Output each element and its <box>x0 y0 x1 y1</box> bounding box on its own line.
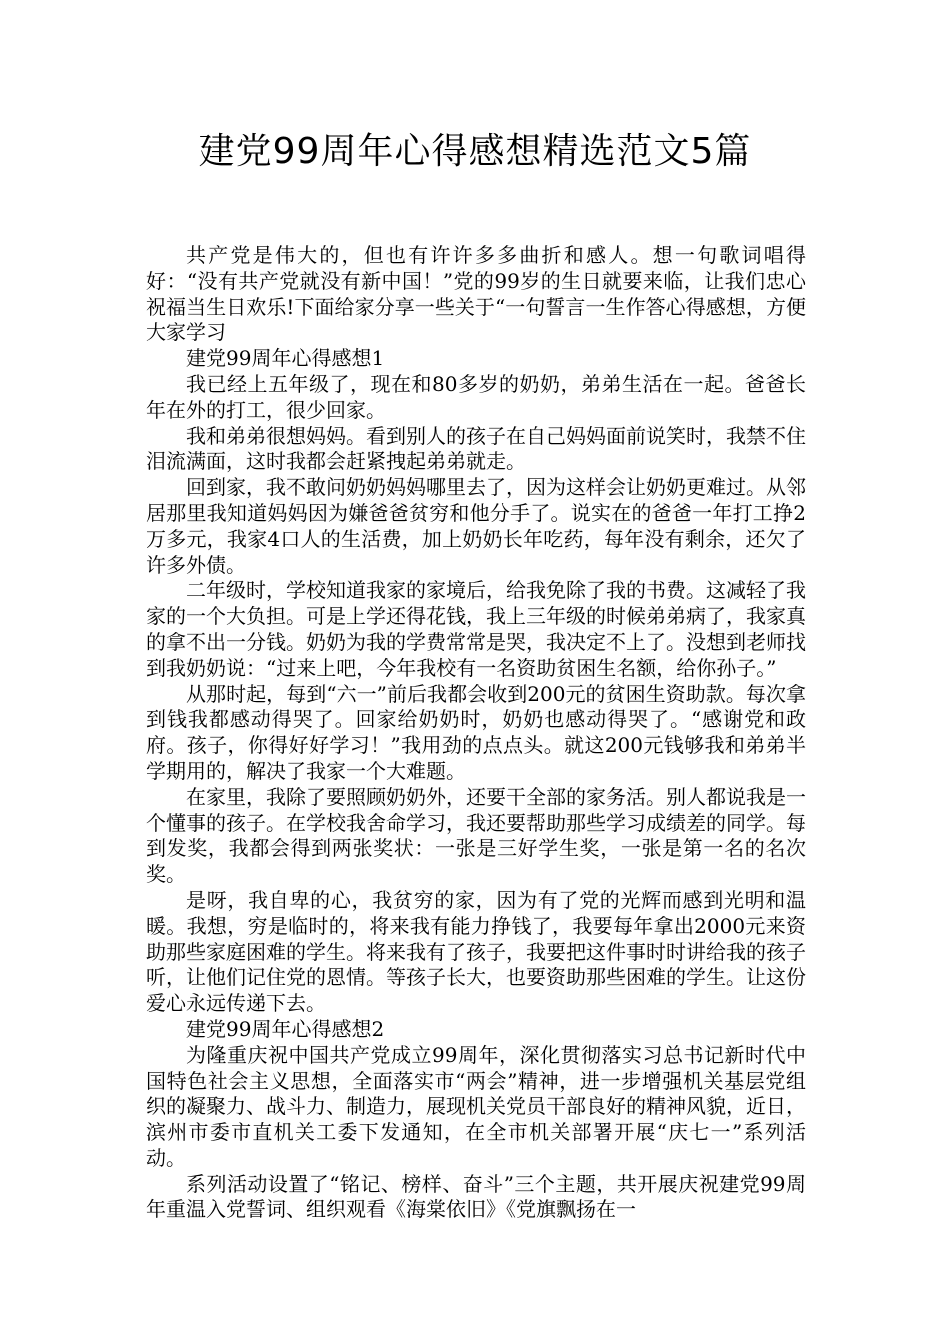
section-heading: 建党99周年心得感想2 <box>186 1016 385 1041</box>
body-paragraph: 是呀，我自卑的心，我贫穷的家，因为有了党的光辉而感到光明和温暖。我想，穷是临时的，将来我有能力挣钱了，我要每年拿出2000元来资助那些家庭困难的学生。将来我有了孩子，我要把这件事时时讲给我的孩子听，让他们记住党的恩情。等孩子长大，也要资助那些困难的学生。让这份爱心永远传递下去。 <box>146 887 806 1016</box>
document-title: 建党99周年心得感想精选范文5篇 <box>198 131 752 172</box>
body-paragraph: 回到家，我不敢问奶奶妈妈哪里去了，因为这样会让奶奶更难过。从邻居那里我知道妈妈因为嫌爸爸贫穷和他分手了。说实在的爸爸一年打工挣2万多元，我家4口人的生活费，加上奶奶长年吃药，每年没有剩余，还欠了许多外债。 <box>146 475 806 577</box>
body-paragraph: 从那时起，每到“六一”前后我都会收到200元的贫困生资助款。每次拿到钱我都感动得哭了。回家给奶奶时，奶奶也感动得哭了。“感谢党和政府。孩子，你得好好学习！”我用劲的点点头。就这200元钱够我和弟弟半学期用的，解决了我家一个大难题。 <box>146 681 806 783</box>
body-paragraph: 在家里，我除了要照顾奶奶外，还要干全部的家务活。别人都说我是一个懂事的孩子。在学校我舍命学习，我还要帮助那些学习成绩差的同学。每到发奖，我都会得到两张奖状：一张是三好学生奖，一张是第一名的名次奖。 <box>146 784 806 887</box>
body-paragraph: 为隆重庆祝中国共产党成立99周年，深化贯彻落实习总书记新时代中国特色社会主义思想，全面落实市“两会”精神，进一步增强机关基层党组织的凝聚力、战斗力、制造力，展现机关党员干部良好的精神风貌，近日，滨州市委市直机关工委下发通知，在全市机关部署开展“庆七一”系列活动。 <box>146 1042 806 1170</box>
body-paragraph: 系列活动设置了“铭记、榜样、奋斗”三个主题，共开展庆祝建党99周年重温入党誓词、组织观看《海棠依旧》《党旗飘扬在一 <box>146 1171 806 1222</box>
body-paragraph: 二年级时，学校知道我家的家境后，给我免除了我的书费。这减轻了我家的一个大负担。可是上学还得花钱，我上三年级的时候弟弟病了，我家真的拿不出一分钱。奶奶为我的学费常常是哭，我决定不上了。没想到老师找到我奶奶说：“过来上吧，今年我校有一名资助贫困生名额，给你孙子。” <box>146 578 806 680</box>
section-heading: 建党99周年心得感想1 <box>186 346 385 371</box>
body-paragraph: 我和弟弟很想妈妈。看到别人的孩子在自己妈妈面前说笑时，我禁不住泪流满面，这时我都会赶紧拽起弟弟就走。 <box>146 423 806 474</box>
document-body <box>146 243 806 1223</box>
body-paragraph: 我已经上五年级了，现在和80多岁的奶奶，弟弟生活在一起。爸爸长年在外的打工，很少回家。 <box>146 371 806 422</box>
intro-paragraph: 共产党是伟大的，但也有许许多多曲折和感人。想一句歌词唱得好：“没有共产党就没有新中国！”党的99岁的生日就要来临，让我们忠心祝福当生日欢乐!下面给家分享一些关于“一句誓言一生作答心得感想，方便大家学习 <box>146 243 806 345</box>
